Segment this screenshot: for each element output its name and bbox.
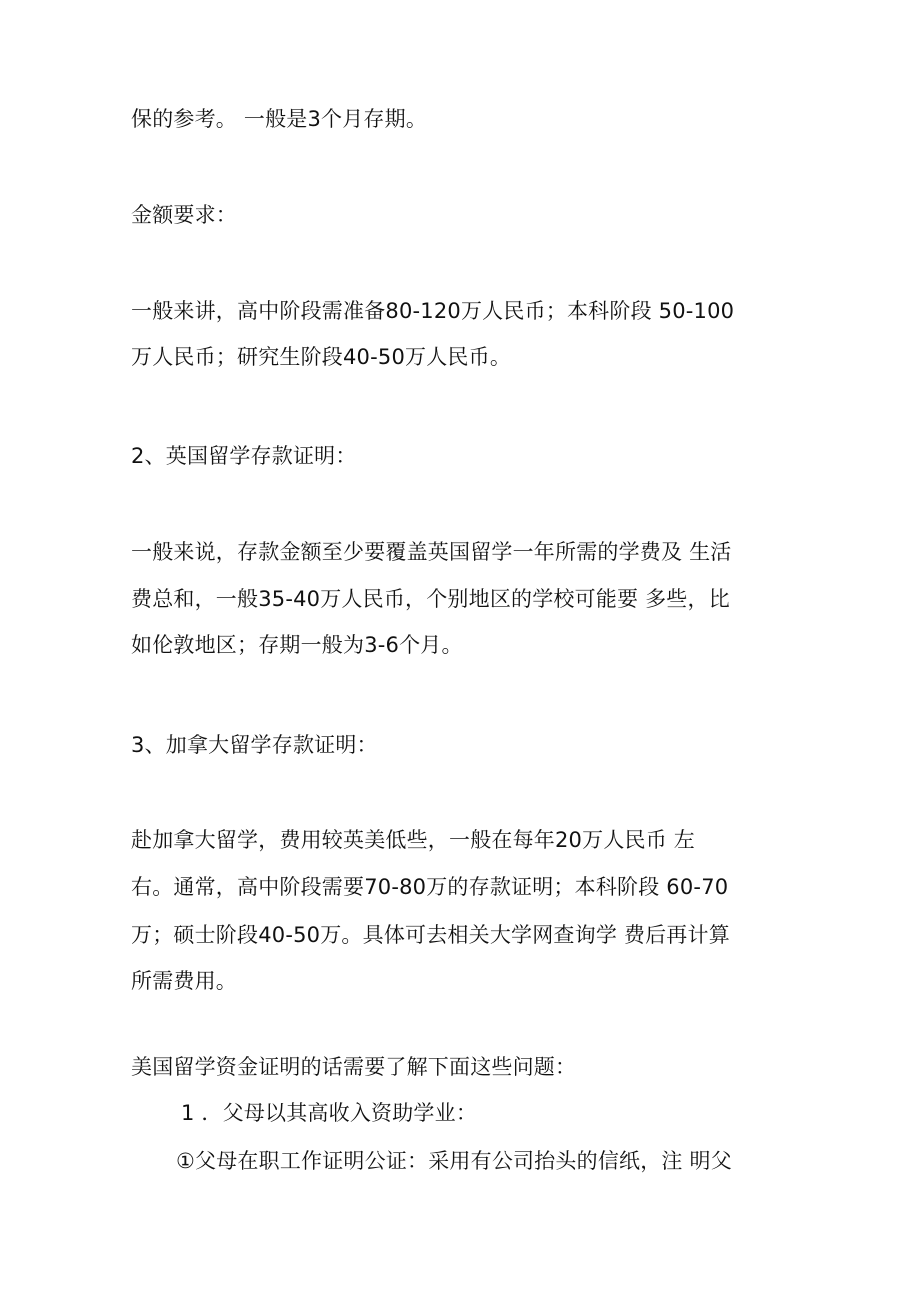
- text-line-deposit-reference: 保的参考。 一般是3个月存期。: [131, 107, 428, 131]
- text-line-amount-1: 一般来讲，高中阶段需准备80-120万人民币；本科阶段 50-100: [131, 299, 735, 323]
- heading-amount-requirement: 金额要求：: [131, 203, 237, 227]
- text-line-canada-1: 赴加拿大留学，费用较英美低些，一般在每年20万人民币 左: [131, 828, 695, 852]
- text-line-amount-2: 万人民币；研究生阶段40-50万人民币。: [131, 345, 512, 369]
- heading-uk-deposit: 2、英国留学存款证明：: [131, 444, 357, 468]
- text-line-canada-2: 右。通常，高中阶段需要70-80万的存款证明；本科阶段 60-70: [131, 875, 729, 899]
- text-line-uk-2: 费总和，一般35-40万人民币，个别地区的学校可能要 多些，比: [131, 587, 730, 611]
- text-line-canada-3: 万；硕士阶段40-50万。具体可去相关大学网查询学 费后再计算: [131, 923, 730, 947]
- text-line-canada-4: 所需费用。: [131, 969, 237, 993]
- heading-us-funding: 美国留学资金证明的话需要了解下面这些问题：: [131, 1055, 577, 1079]
- list-item-parents-income: 1 ．父母以其高收入资助学业：: [181, 1101, 478, 1125]
- text-line-employment-proof: ①父母在职工作证明公证：采用有公司抬头的信纸，注 明父: [176, 1149, 732, 1173]
- text-line-uk-1: 一般来说，存款金额至少要覆盖英国留学一年所需的学费及 生活: [131, 540, 732, 564]
- text-line-uk-3: 如伦敦地区；存期一般为3-6个月。: [131, 633, 463, 657]
- heading-canada-deposit: 3、加拿大留学存款证明：: [131, 733, 378, 757]
